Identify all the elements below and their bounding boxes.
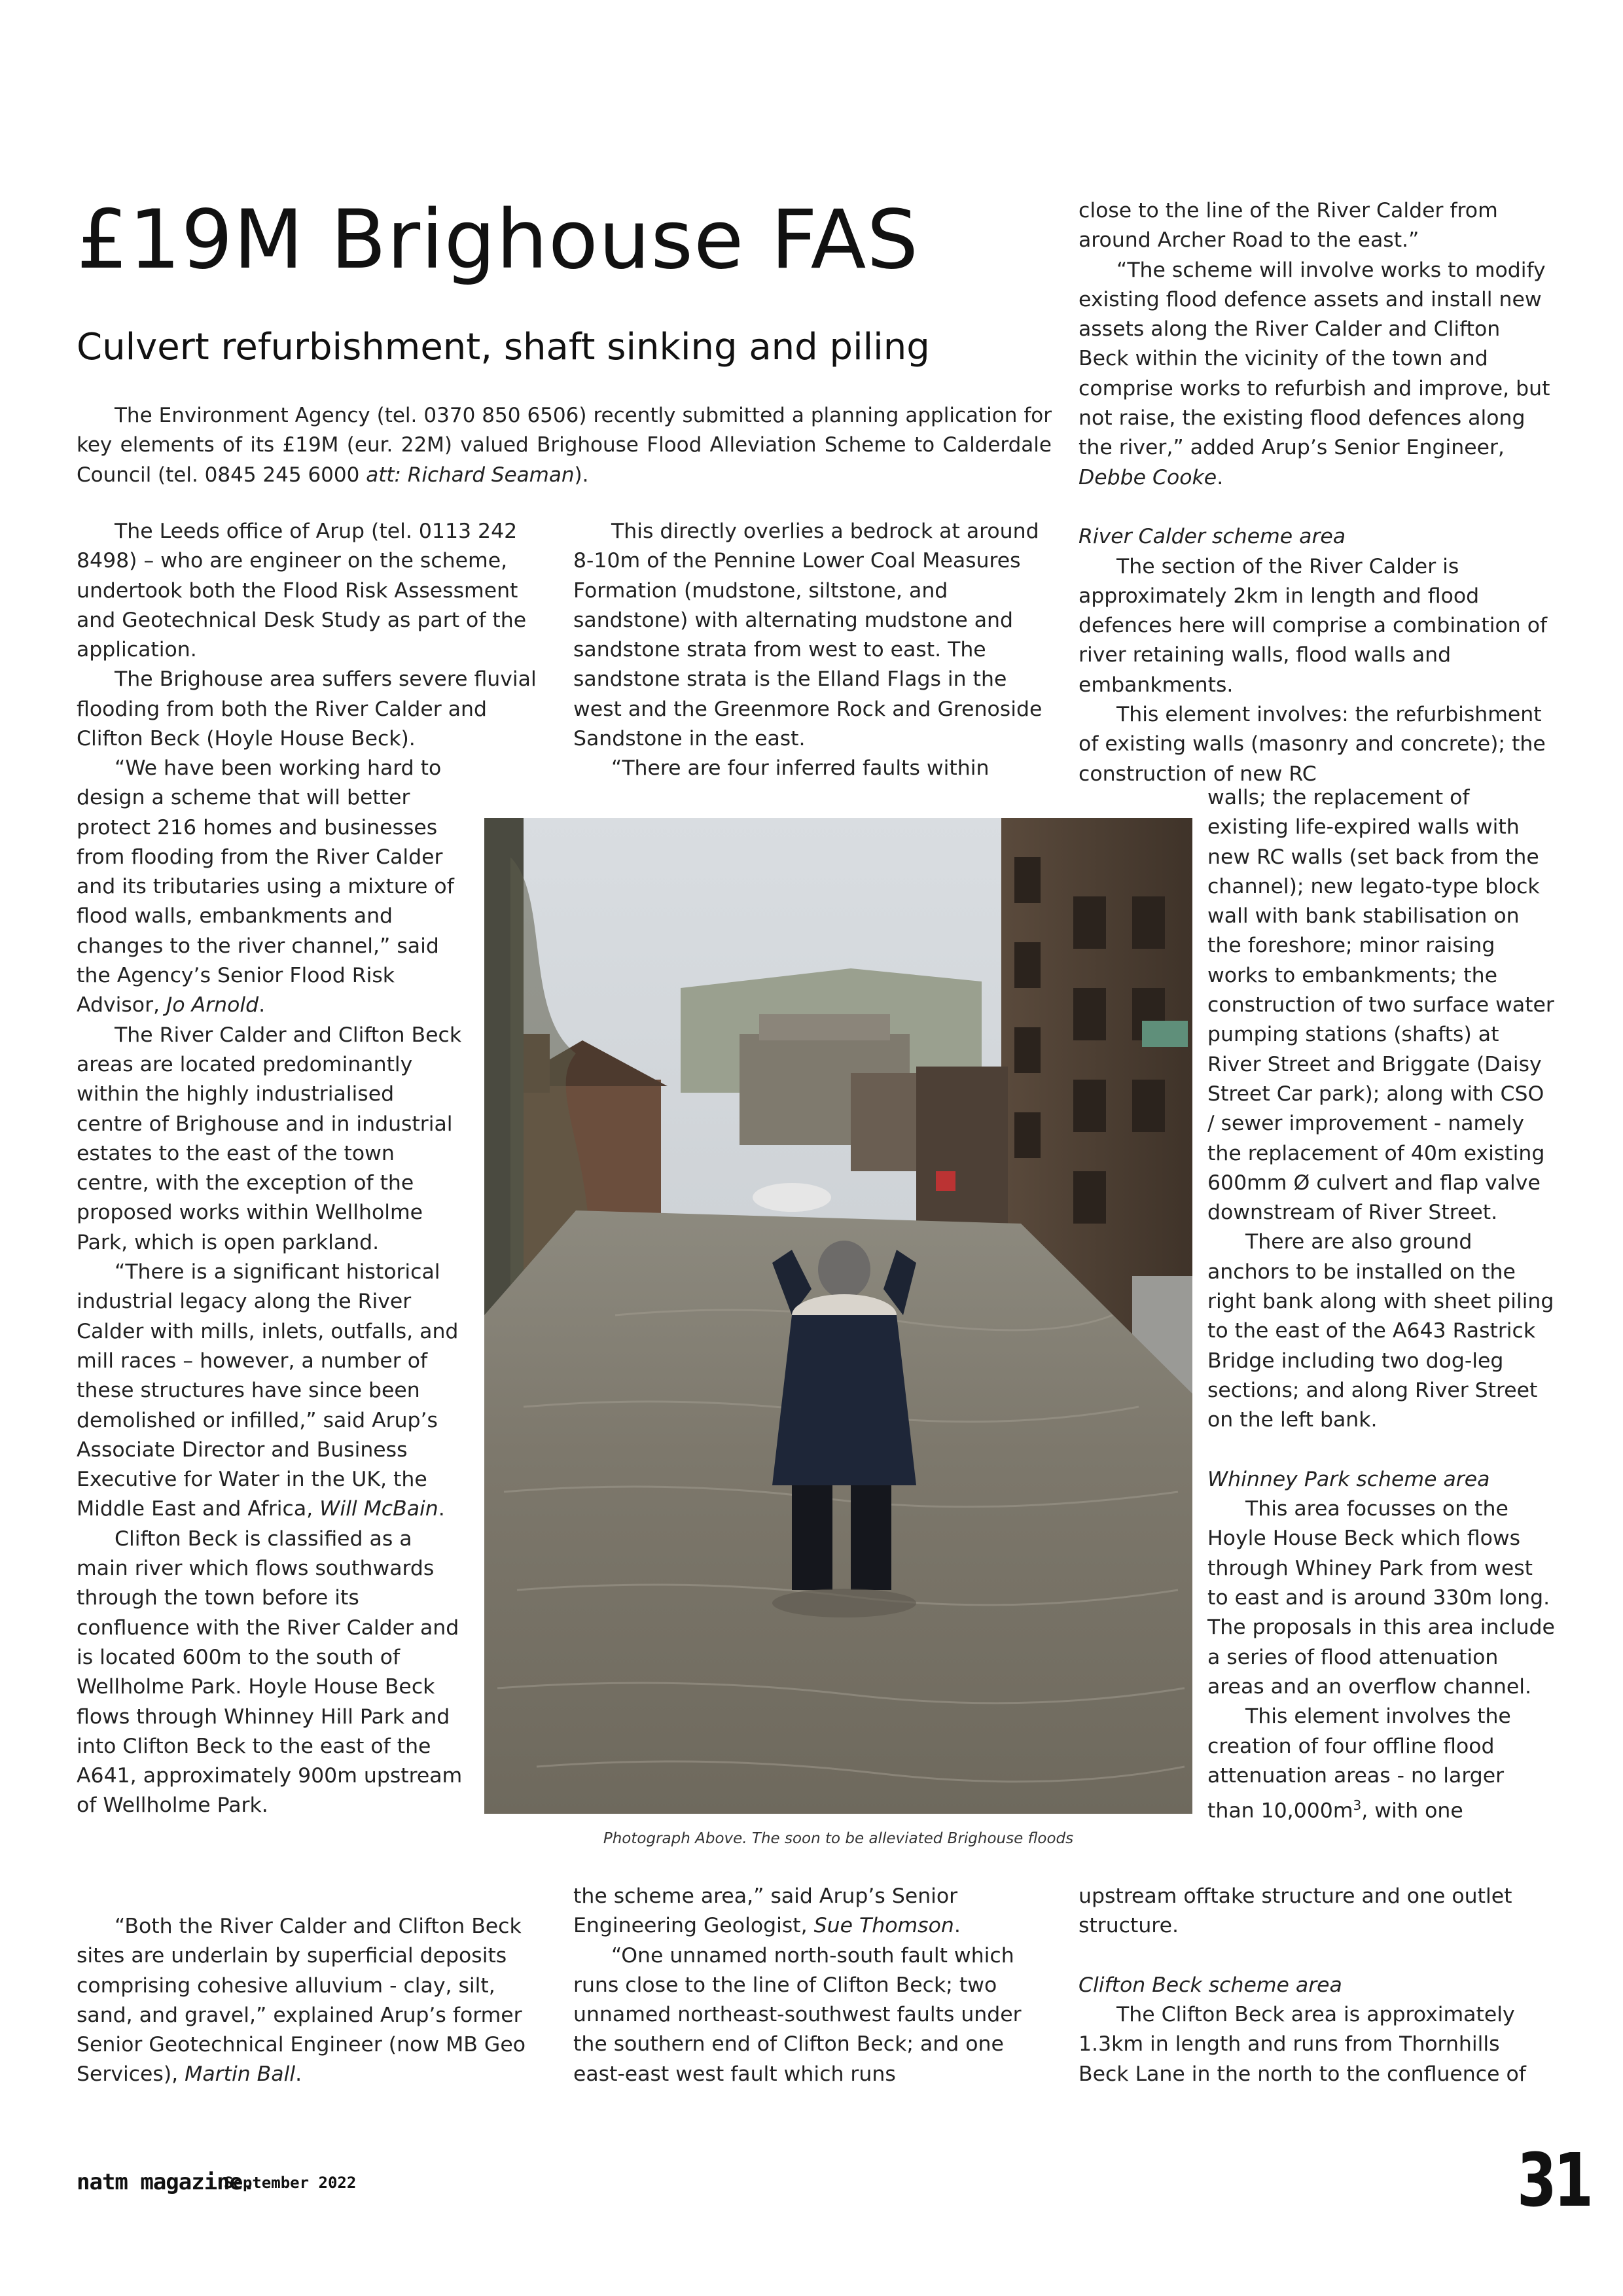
intro-contact: att: Richard Seaman [366,463,575,487]
paragraph: The River Calder and Clifton Beck areas are located predominantly within the highly industrialised centre of Brighouse and in industrial estates to the east of the town centre, with the exception of the proposed works within Wellholme Park, which is open parkland. [77,1023,462,1254]
magazine-brand: natm magazine. [77,2169,255,2195]
flood-photograph [484,818,1192,1814]
paragraph: This element involves: the refurbishment of existing walls (masonry and concrete); the construction of new RC [1079,703,1546,786]
photo-caption: Photograph Above. The soon to be alleviated Brighouse floods [603,1830,1074,1847]
column-1-bottom [77,1912,553,2090]
paragraph: This area focusses on the Hoyle House Beck which flows through Whiney Park from west to east and is around 330m long. The proposals in this area include a series of flood attenuation areas and an overflow channel. [1207,1497,1555,1699]
column-2-top [573,517,1058,784]
section-heading: Clifton Beck scheme area [1079,1973,1342,1997]
paragraph: “One unnamed north-south fault which runs close to the line of Clifton Beck; two unnamed northeast-southwest faults under the southern end of Clifton Beck; and one east-east west fault which runs [573,1943,1022,2086]
paragraph: The Leeds office of Arup (tel. 0113 242 8498) – who are engineer on the scheme, undertook both the Flood Risk Assessment and Geotechnical Desk Study as part of the application. [77,520,527,662]
quote-paragraph: “Both the River Calder and Clifton Beck sites are underlain by superficial deposits comprising cohesive alluvium - clay, silt, sand, and gravel,” explained Arup’s former Senior Geotechnical Engineer (now MB Geo Services), Martin Ball. [77,1915,526,2087]
section-heading: Whinney Park scheme area [1207,1467,1490,1491]
quote-paragraph: “We have been working hard to design a scheme that will better protect 216 homes and businesses from flooding from the River Calder and its tributaries using a mixture of flood walls, embankments and changes to the river channel,” said the Agency’s Senior Flood Risk Advisor, Jo Arnold. [77,756,454,1017]
intro-end: ). [574,463,589,487]
paragraph: This element involves the creation of four offline flood attenuation areas - no larger than $10,000m^3$, with one [1207,1704,1511,1823]
column-3-bottom [1079,1882,1556,2089]
column-1-body [77,754,466,1821]
page-number: 31 [1517,2138,1591,2223]
paragraph: The Clifton Beck area is approximately 1.3km in length and runs from Thornhills Beck Lane in the north to the confluence of [1079,2003,1526,2086]
column-3-narrow [1207,783,1556,1826]
column-3-top [1079,196,1556,789]
column-2-bottom [573,1882,1058,2089]
paragraph: There are also ground anchors to be installed on the right bank along with sheet piling to the east of the A643 Rastrick Bridge including two dog-leg sections; and along River Street on the left bank. [1207,1230,1554,1432]
paragraph: walls; the replacement of existing life-expired walls with new RC walls (set back from the channel); new legato-type block wall with bank stabilisation on the foreshore; minor raising works to embankments; the construction of two surface water pumping stations (shafts) at River Street and Briggate (Daisy Street Car park); along with CSO / sewer improvement - namely the replacement of 40m existing 600mm Ø culvert and flap valve downstream of River Street. [1207,786,1554,1225]
intro-paragraph [77,401,1052,490]
quote-paragraph: “The scheme will involve works to modify existing flood defence assets and install new assets along the River Calder and Clifton Beck within the vicinity of the town and comprise works to refurbish and improve, but not raise, the existing flood defences along the river,” added Arup’s Senior Engineer, Debbe Cooke. [1079,258,1550,489]
column-1-top [77,517,553,754]
section-heading: River Calder scheme area [1079,525,1346,549]
paragraph: The Brighouse area suffers severe fluvial flooding from both the River Calder and Clifton Beck (Hoyle House Beck). [77,667,537,751]
paragraph: The section of the River Calder is approximately 2km in length and flood defences here will comprise a combination of river retaining walls, flood walls and embankments. [1079,554,1548,697]
paragraph: “There are four inferred faults within [611,756,990,781]
issue-date: September 2022 [224,2174,357,2192]
paragraph: close to the line of the River Calder from around Archer Road to the east.” [1079,199,1498,253]
paragraph: Clifton Beck is classified as a main river which flows southwards through the town before its confluence with the River Calder and is located 600m to the south of Wellholme Park. Hoyle House Beck flows through Whinney Hill Park and into Clifton Beck to the east of the A641, approximately 900m upstream of Wellholme Park. [77,1527,463,1818]
paragraph: This directly overlies a bedrock at around 8-10m of the Pennine Lower Coal Measures Formation (mudstone, siltstone, and sandstone) with alternating mudstone and sandstone strata from west to east. The sandstone strata is the Elland Flags in the west and the Greenmore Rock and Grenoside Sandstone in the east. [573,520,1043,751]
headline: £19M Brighouse FAS [77,193,919,287]
paragraph: upstream offtake structure and one outlet structure. [1079,1884,1512,1938]
intro-text: The Environment Agency (tel. 0370 850 6506) recently submitted a planning application for key elements of its £19M (eur. 22M) valued Brighouse Flood Alleviation Scheme to Calderdale Council (tel. 0845 245 6000 [77,404,1052,487]
subheadline: Culvert refurbishment, shaft sinking and piling [77,326,930,368]
paragraph: the scheme area,” said Arup’s Senior Engineering Geologist, Sue Thomson. [573,1884,961,1938]
quote-paragraph: “There is a significant historical industrial legacy along the River Calder with mills, inlets, outfalls, and mill races – however, a number of these structures have since been demolished or infilled,” said Arup’s Associate Director and Business Executive for Water in the UK, the Middle East and Africa, Will McBain. [77,1260,459,1521]
